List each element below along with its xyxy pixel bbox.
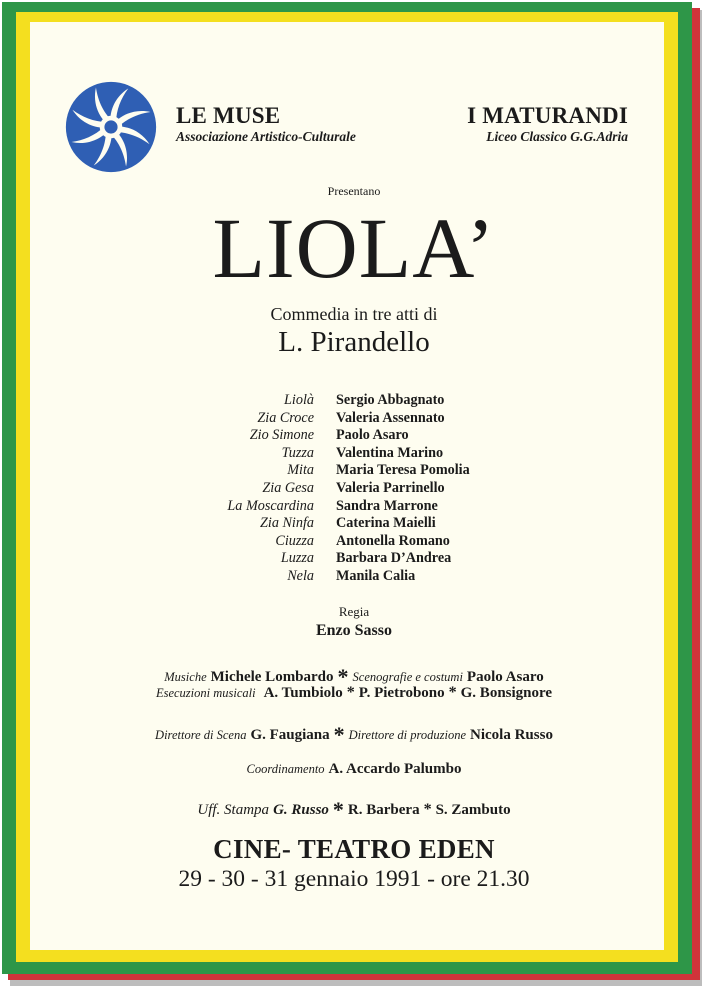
musiche-label: Musiche [164, 670, 207, 684]
ufficio-stampa-name: R. Barbera [347, 802, 420, 818]
cast-role: La Moscardina [227, 497, 314, 514]
coordinamento-name: A. Accardo Palumbo [328, 761, 462, 777]
play-subtitle: Commedia in tre atti di [270, 304, 438, 324]
cast-row [0, 550, 708, 568]
cast-actor: Antonella Romano [336, 532, 450, 549]
swirl-logo-icon [64, 80, 158, 174]
cast-row [0, 480, 708, 498]
separator-star: * [337, 664, 349, 689]
direttore-produzione-label: Direttore di produzione [348, 728, 467, 742]
cast-role: Mita [287, 462, 314, 479]
regia-label: Regia [338, 604, 370, 619]
ufficio-stampa-label: Uff. Stampa [197, 802, 270, 818]
left-organization [176, 103, 356, 145]
cast-row [0, 498, 708, 516]
event-dates: 29 - 30 - 31 gennaio 1991 - ore 21.30 [178, 866, 530, 892]
credits-line-coordinamento [0, 760, 708, 778]
esecuzioni-name: G. Bonsignore [460, 685, 553, 701]
cast-row [0, 392, 708, 410]
separator-star: * [332, 797, 344, 822]
cast-row [0, 410, 708, 428]
cast-row [0, 533, 708, 551]
cast-row [0, 445, 708, 463]
regia-name: Enzo Sasso [315, 622, 393, 639]
cast-actor: Sergio Abbagnato [336, 392, 445, 408]
right-organization [440, 103, 628, 145]
separator-star: * [423, 801, 432, 818]
cast-role: Zio Simone [249, 427, 314, 444]
credits-line-direttori [0, 722, 708, 748]
cast-row [0, 568, 708, 586]
cast-row [0, 427, 708, 445]
credits-line-stampa [0, 797, 708, 823]
cast-actor: Maria Teresa Pomolia [336, 462, 470, 479]
presents-label: Presentano [327, 184, 381, 198]
cast-role: Tuzza [281, 444, 314, 461]
cast-role: Luzza [280, 550, 314, 567]
cast-role: Liolà [284, 392, 314, 408]
cast-role: Zia Croce [257, 409, 314, 426]
venue-name: CINE- TEATRO EDEN [213, 834, 495, 864]
cast-actor: Barbara D’Andrea [336, 550, 452, 567]
scenografie-name: Paolo Asaro [466, 669, 544, 685]
esecuzioni-name: A. Tumbiolo [263, 685, 343, 701]
play-author: L. Pirandello [278, 326, 430, 358]
poster-border-red-bottom [8, 974, 700, 980]
cast-actor: Valeria Parrinello [336, 479, 445, 496]
cast-row [0, 515, 708, 533]
cast-actor: Valeria Assennato [336, 409, 445, 426]
cast-role: Zia Ninfa [259, 515, 314, 532]
right-org-subtitle: Liceo Classico G.G.Adria [486, 129, 628, 144]
esecuzioni-name: P. Pietrobono [358, 685, 445, 701]
direttore-scena-name: G. Faugiana [250, 727, 330, 743]
credits-line-esecuzioni [0, 684, 708, 702]
cast-role: Zia Gesa [262, 479, 314, 496]
cast-row [0, 462, 708, 480]
ufficio-stampa-name: G. Russo [273, 802, 329, 818]
play-title: LIOLA’ [212, 200, 496, 296]
cast-role: Nela [287, 567, 314, 584]
cast-actor: Manila Calia [336, 567, 416, 584]
direttore-scena-label: Direttore di Scena [155, 728, 247, 742]
cast-actor: Paolo Asaro [336, 427, 409, 444]
esecuzioni-label: Esecuzioni musicali [155, 686, 256, 700]
ufficio-stampa-name: S. Zambuto [435, 802, 511, 818]
cast-actor: Sandra Marrone [336, 497, 438, 514]
right-org-name: I MATURANDI [467, 103, 628, 128]
separator-star: * [333, 722, 345, 747]
cast-list [0, 392, 708, 586]
musiche-name: Michele Lombardo [210, 669, 334, 685]
scenografie-label: Scenografie e costumi [352, 670, 463, 684]
left-org-subtitle: Associazione Artistico-Culturale [176, 129, 356, 144]
cast-role: Ciuzza [275, 532, 314, 549]
separator-star: * [448, 684, 457, 701]
separator-star: * [346, 684, 355, 701]
coordinamento-label: Coordinamento [246, 762, 325, 776]
direttore-produzione-name: Nicola Russo [470, 727, 553, 743]
cast-actor: Caterina Maielli [336, 515, 436, 532]
left-org-name: LE MUSE [176, 103, 281, 128]
cast-actor: Valentina Marino [336, 444, 444, 461]
